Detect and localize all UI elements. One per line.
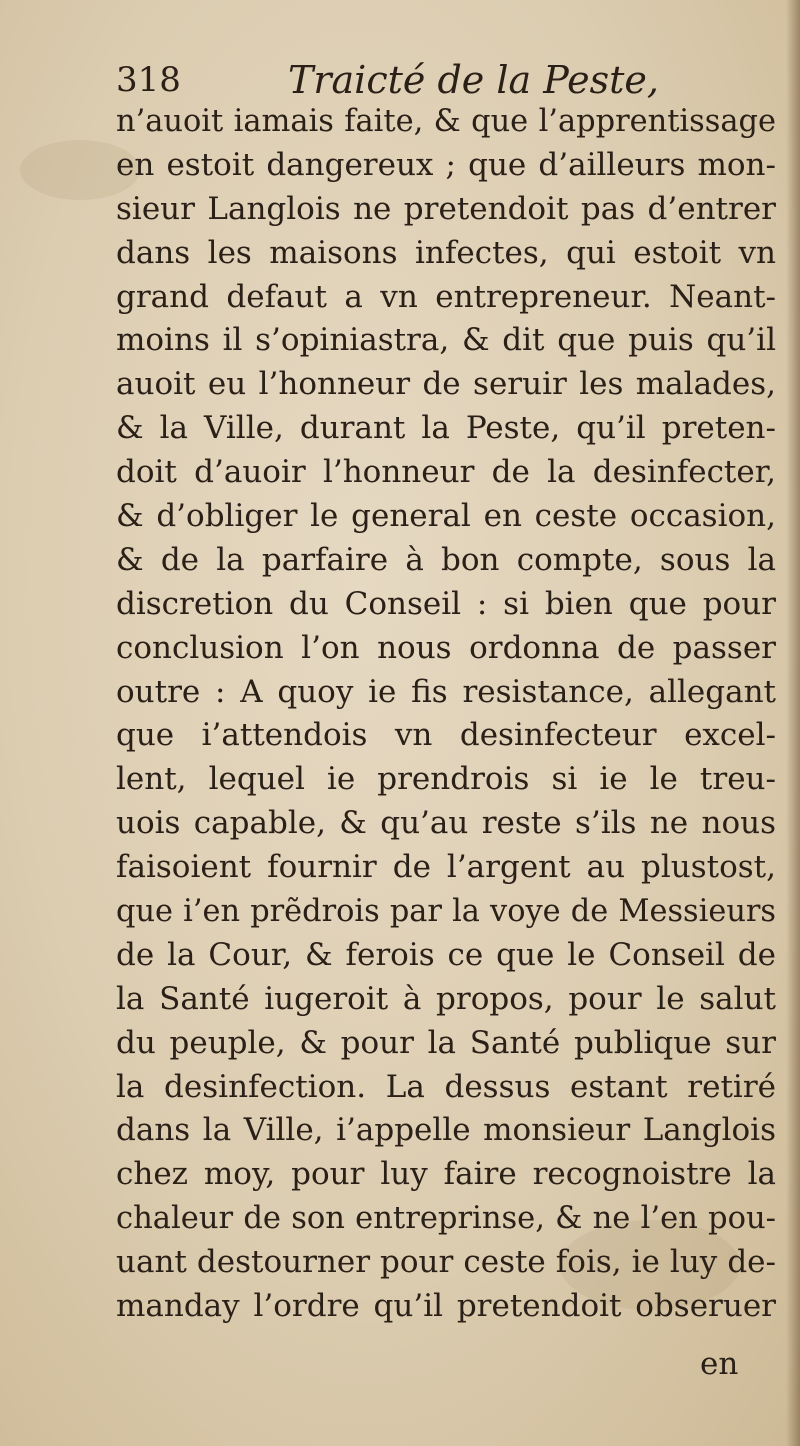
text-line: discretion du Conseil : si bien que pour [116,585,776,622]
text-line: & la Ville, durant la Peste, qu’il preten- [116,410,776,447]
text-line: chez moy, pour luy faire recognoistre la [116,1156,776,1193]
running-title: Traicté de la Peste, [288,58,659,102]
page-number: 318 [116,60,181,100]
text-line: conclusion l’on nous ordonna de passer [116,629,776,666]
text-line: & d’obliger le general en ceste occasion, [116,498,776,535]
page-edge-shadow [786,0,800,1446]
text-line: la desinfection. La dessus estant retiré [116,1068,776,1105]
text-line: doit d’auoir l’honneur de la desinfecter, [116,454,776,491]
text-line: manday l’ordre qu’il pretendoit obseruer [116,1288,776,1325]
text-line: en estoit dangereux ; que d’ailleurs mon- [116,146,776,183]
text-line: sieur Langlois ne pretendoit pas d’entrer [116,190,776,227]
text-line: la Santé iugeroit à propos, pour le salut [116,980,776,1017]
text-line: du peuple, & pour la Santé publique sur [116,1024,776,1061]
text-line: lent, lequel ie prendrois si ie le treu- [116,761,776,798]
text-line: outre : A quoy ie fis resistance, allegant [116,673,776,710]
text-line: faisoient fournir de l’argent au plustost, [116,849,776,886]
text-line: que i’attendois vn desinfecteur excel- [116,717,776,754]
text-line: moins il s’opiniastra, & dit que puis qu’il [116,322,776,359]
text-line: que i’en prẽdrois par la voye de Messieurs [116,894,776,930]
text-line: auoit eu l’honneur de seruir les malades, [116,366,776,403]
text-line: n’auoit iamais faite, & que l’apprentissage [116,104,776,139]
text-line: & de la parfaire à bon compte, sous la [116,541,776,578]
text-line: uant destourner pour ceste fois, ie luy de- [116,1244,776,1281]
catchword: en [700,1346,739,1382]
text-line: uois capable, & qu’au reste s’ils ne nous [116,805,776,842]
text-line: grand defaut a vn entrepreneur. Neant- [116,278,776,315]
text-line: dans la Ville, i’appelle monsieur Langlois [116,1112,776,1149]
text-line: de la Cour, & ferois ce que le Conseil de [116,936,776,973]
body-text [116,100,776,1329]
text-line: chaleur de son entreprinse, & ne l’en pou- [116,1201,776,1237]
page-header [116,56,756,104]
text-line: dans les maisons infectes, qui estoit vn [116,234,776,271]
